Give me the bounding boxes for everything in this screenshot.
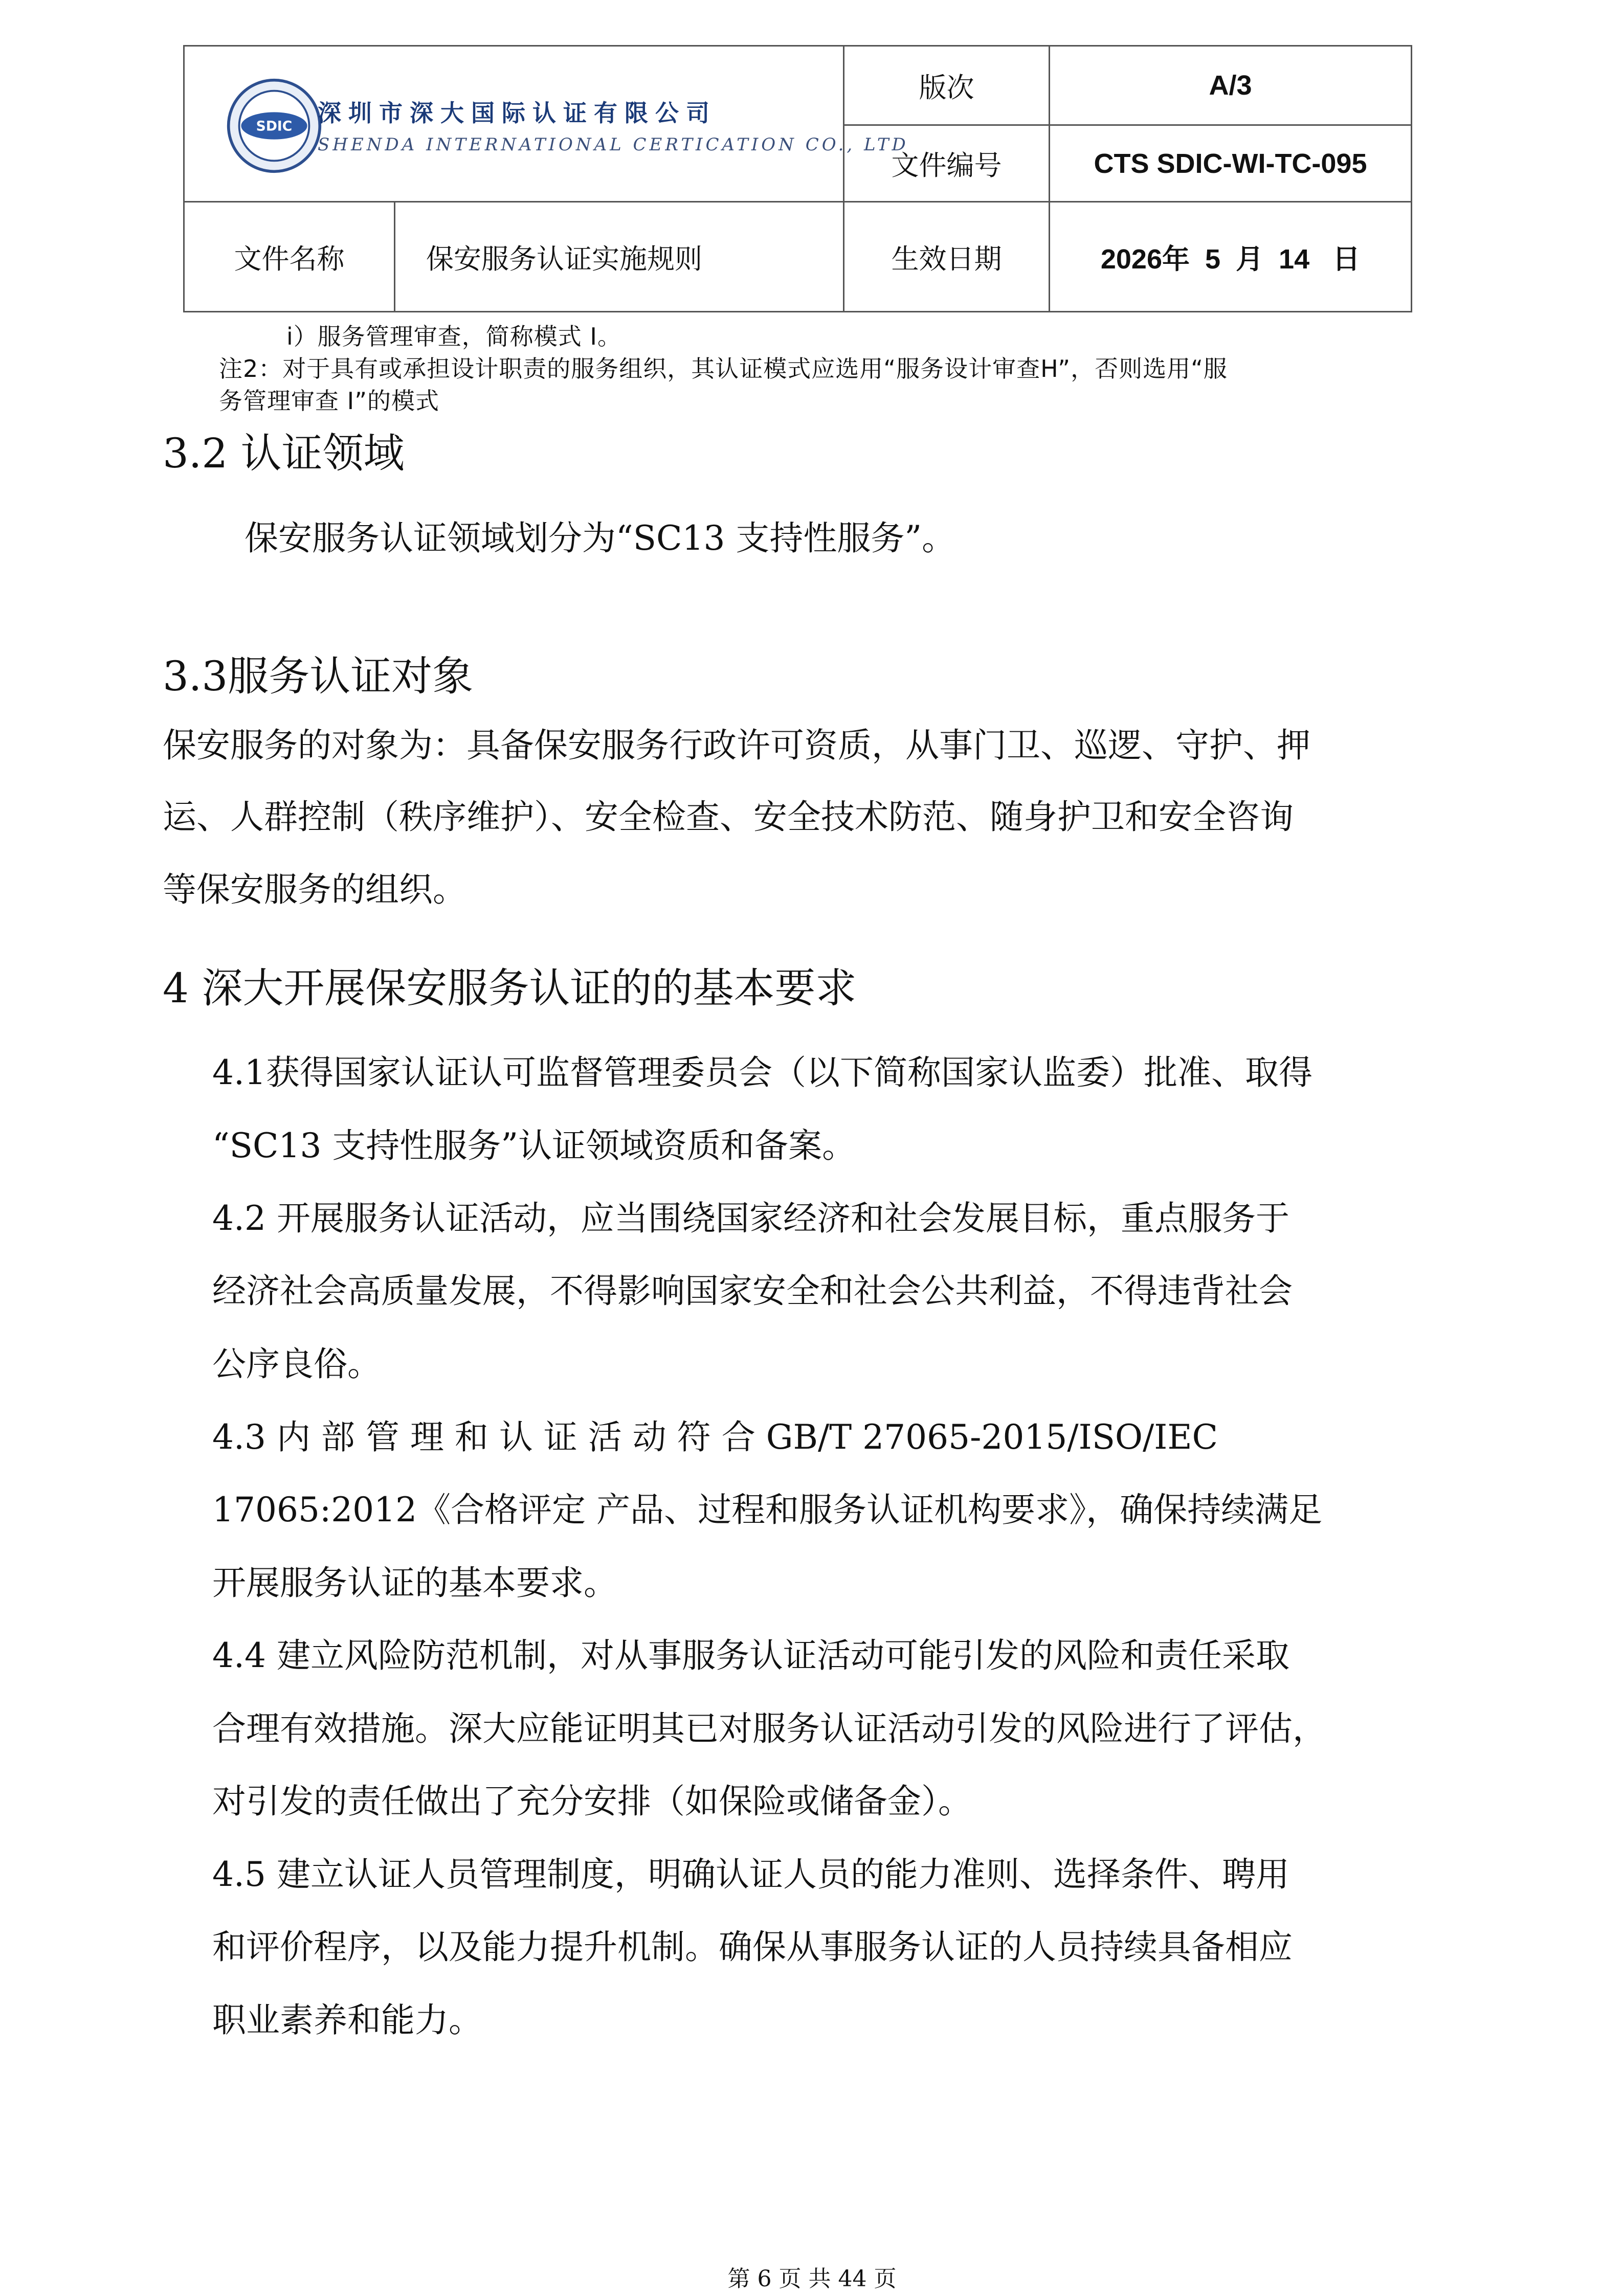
section-4-line: 4.3 内 部 管 理 和 认 证 活 动 符 合 GB/T 27065-2015/ISO/IEC: [212, 1417, 1218, 1457]
company-name-en: SHENDA INTERNATIONAL CERTICATION CO., LTD: [318, 134, 909, 155]
version-label: 版次: [844, 46, 1050, 125]
note-line-1: i）服务管理审查，简称模式 I。: [286, 323, 621, 350]
section-4-line: 17065:2012《合格评定 产品、过程和服务认证机构要求》，确保持续满足: [212, 1490, 1323, 1529]
section-4-line: 经济社会高质量发展，不得影响国家安全和社会公共利益，不得违背社会: [212, 1271, 1293, 1311]
section-4-heading: 4 深大开展保安服务认证的的基本要求: [163, 964, 857, 1012]
section-4-line: “SC13 支持性服务”认证领域资质和备案。: [212, 1126, 856, 1165]
docno-label: 文件编号: [844, 125, 1050, 202]
note-line-3: 务管理审查 I”的模式: [219, 387, 440, 415]
version-value: A/3: [1050, 46, 1412, 125]
section-4-line: 对引发的责任做出了充分安排（如保险或储备金）。: [212, 1782, 972, 1821]
section-4-line: 4.4 建立风险防范机制，对从事服务认证活动可能引发的风险和责任采取: [212, 1636, 1289, 1675]
docname-value: 保安服务认证实施规则: [395, 202, 844, 312]
effective-label: 生效日期: [844, 202, 1050, 312]
section-4-line: 合理有效措施。深大应能证明其已对服务认证活动引发的风险进行了评估，: [212, 1709, 1326, 1748]
section-4-line: 职业素养和能力。: [212, 2000, 482, 2040]
section-4-line: 4.5 建立认证人员管理制度，明确认证人员的能力准则、选择条件、聘用: [212, 1855, 1289, 1894]
document-header: [183, 45, 1411, 311]
svg-text:SDIC: SDIC: [256, 118, 293, 134]
section-3-2-heading: 3.2 认证领域: [163, 430, 405, 477]
docno-value: CTS SDIC-WI-TC-095: [1050, 125, 1412, 202]
company-logo-cell: [184, 46, 909, 202]
section-3-2-para: 保安服务认证领域划分为“SC13 支持性服务”。: [244, 519, 956, 558]
company-seal-icon: [226, 77, 323, 174]
company-name-cn: 深圳市深大国际认证有限公司: [318, 99, 717, 127]
effective-value: 2026年 5 月 14 日: [1050, 202, 1412, 312]
section-3-3-line: 等保安服务的组织。: [163, 870, 466, 909]
section-3-3-line: 运、人群控制（秩序维护）、安全检查、安全技术防范、随身护卫和安全咨询: [163, 797, 1294, 837]
section-4-line: 公序良俗。: [212, 1344, 381, 1384]
section-3-3-heading: 3.3服务认证对象: [163, 652, 474, 700]
section-4-line: 和评价程序，以及能力提升机制。确保从事服务认证的人员持续具备相应: [212, 1927, 1293, 1967]
section-4-line: 4.2 开展服务认证活动，应当围绕国家经济和社会发展目标，重点服务于: [212, 1199, 1289, 1238]
section-4-line: 4.1获得国家认证认可监督管理委员会（以下简称国家认监委）批准、取得: [212, 1053, 1312, 1092]
docname-label: 文件名称: [184, 202, 395, 312]
section-3-3-line: 保安服务的对象为：具备保安服务行政许可资质，从事门卫、巡逻、守护、押: [163, 726, 1310, 765]
header-table: [183, 45, 1412, 312]
page-number: 第 6 页 共 44 页: [727, 2266, 897, 2292]
company-logo: [226, 77, 909, 179]
section-4-line: 开展服务认证的基本要求。: [212, 1563, 617, 1603]
note-line-2: 注2：对于具有或承担设计职责的服务组织，其认证模式应选用“服务设计审查H”，否则选用“服: [219, 355, 1228, 382]
